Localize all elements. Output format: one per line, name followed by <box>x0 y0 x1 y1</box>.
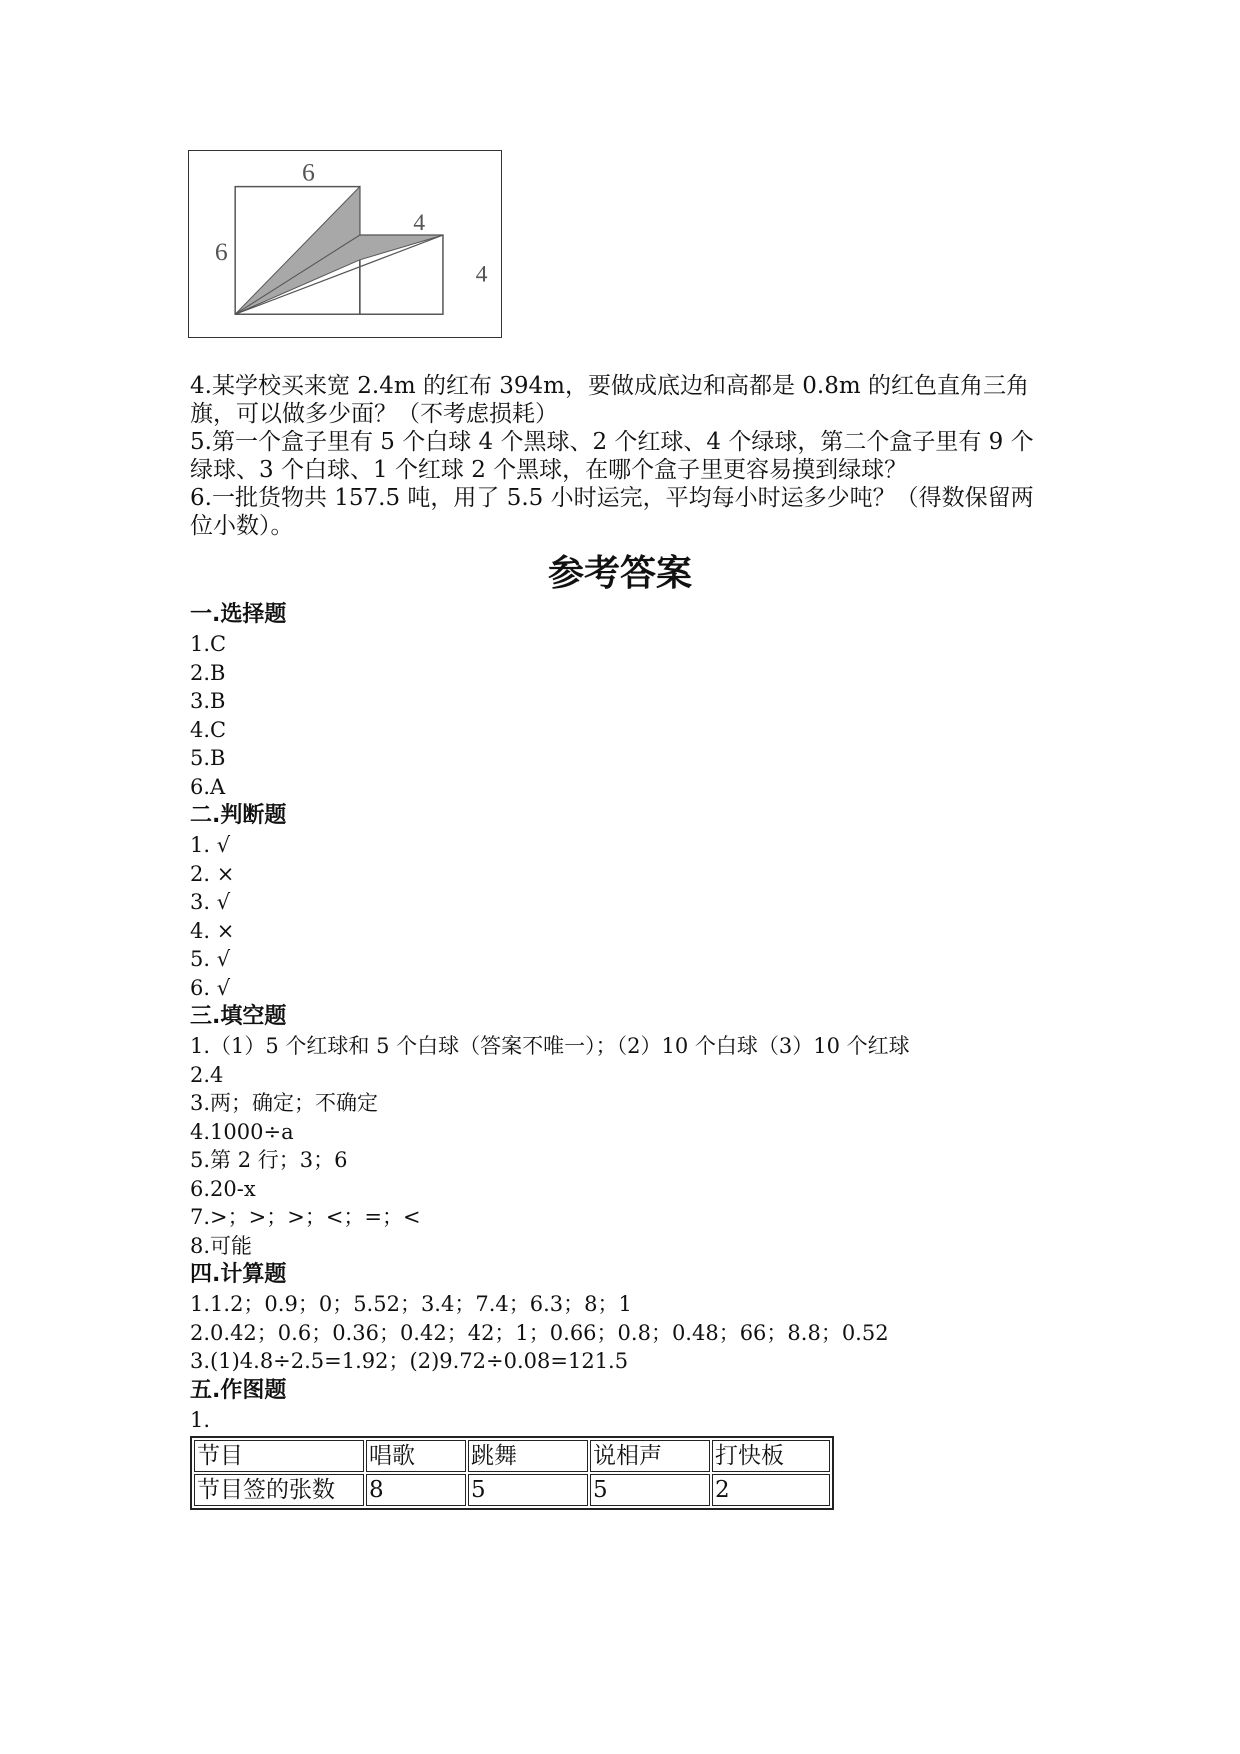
answer-line: 3.两；确定；不确定 <box>190 1091 379 1115</box>
problem-5: 5.第一个盒子里有 5 个白球 4 个黑球、2 个红球、4 个绿球，第二个盒子里有 9 个绿球、3 个白球、1 个红球 2 个黑球，在哪个盒子里更容易摸到绿球？ <box>190 429 1034 483</box>
table-cell: 节目 <box>194 1440 364 1472</box>
label-top: 6 <box>301 157 315 187</box>
answer-line: 1. <box>190 1407 211 1432</box>
answer-line: 6.A <box>190 774 226 799</box>
answer-line: 2. × <box>190 861 235 886</box>
label-left: 6 <box>214 236 228 266</box>
answer-line: 2.4 <box>190 1062 224 1087</box>
answer-line: 4.1000÷a <box>190 1119 294 1144</box>
answer-line: 3.B <box>190 689 226 713</box>
squares-triangle-diagram <box>189 151 501 337</box>
section-fill-title: 三.填空题 <box>190 1004 287 1029</box>
answer-line: 4. × <box>190 918 235 943</box>
answer-line: 6. √ <box>190 975 231 1000</box>
table-row <box>194 1440 830 1472</box>
answer-line: 2.B <box>190 660 226 685</box>
section-choice-title: 一.选择题 <box>190 602 287 627</box>
answer-line: 1.（1）5 个红球和 5 个白球（答案不唯一）；（2）10 个白球（3）10 个红球 <box>190 1034 910 1058</box>
section-draw-title: 五.作图题 <box>190 1377 287 1403</box>
answers-title: 参考答案 <box>547 553 692 594</box>
table-cell: 节目签的张数 <box>194 1474 364 1506</box>
table-cell: 说相声 <box>590 1440 710 1472</box>
table-row <box>194 1474 830 1506</box>
answer-line: 5.B <box>190 746 226 770</box>
answer-line: 3.(1)4.8÷2.5=1.92；(2)9.72÷0.08=121.5 <box>190 1349 629 1373</box>
word-problems <box>190 372 1050 540</box>
geometry-figure <box>188 150 502 338</box>
answer-line: 3. √ <box>190 890 231 914</box>
answer-line: 4.C <box>190 717 227 742</box>
answer-line: 1. √ <box>190 833 231 857</box>
table-cell: 2 <box>712 1474 830 1506</box>
answer-line: 6.20-x <box>190 1176 256 1201</box>
answer-line: 1.C <box>190 632 227 656</box>
section-calc-title: 四.计算题 <box>190 1262 287 1287</box>
table-cell: 5 <box>590 1474 710 1506</box>
table-cell: 打快板 <box>712 1440 830 1472</box>
answer-line: 5.第 2 行；3；6 <box>190 1148 348 1172</box>
table-cell: 8 <box>366 1474 466 1506</box>
program-table <box>190 1436 834 1510</box>
answer-line: 2.0.42；0.6；0.36；0.42；42；1；0.66；0.8；0.48；66；8.8；0.52 <box>190 1320 889 1345</box>
answer-line: 1.1.2；0.9；0；5.52；3.4；7.4；6.3；8；1 <box>190 1292 632 1316</box>
problem-4: 4.某学校买来宽 2.4m 的红布 394m，要做成底边和高都是 0.8m 的红色直角三角旗，可以做多少面？（不考虑损耗） <box>190 373 1029 427</box>
section-judge-title: 二.判断题 <box>190 803 287 828</box>
answer-line: 7.>；>；>；<；=；< <box>190 1205 421 1229</box>
answer-line: 8.可能 <box>190 1233 253 1258</box>
label-small-right: 4 <box>475 261 488 288</box>
label-small-top: 4 <box>413 210 426 237</box>
answer-line: 5. √ <box>190 947 231 971</box>
table-cell: 唱歌 <box>366 1440 466 1472</box>
problem-6: 6.一批货物共 157.5 吨，用了 5.5 小时运完，平均每小时运多少吨？（得数保留两位小数）。 <box>190 485 1034 539</box>
table-cell: 跳舞 <box>468 1440 588 1472</box>
table-cell: 5 <box>468 1474 588 1506</box>
answer-key <box>190 600 1090 1510</box>
